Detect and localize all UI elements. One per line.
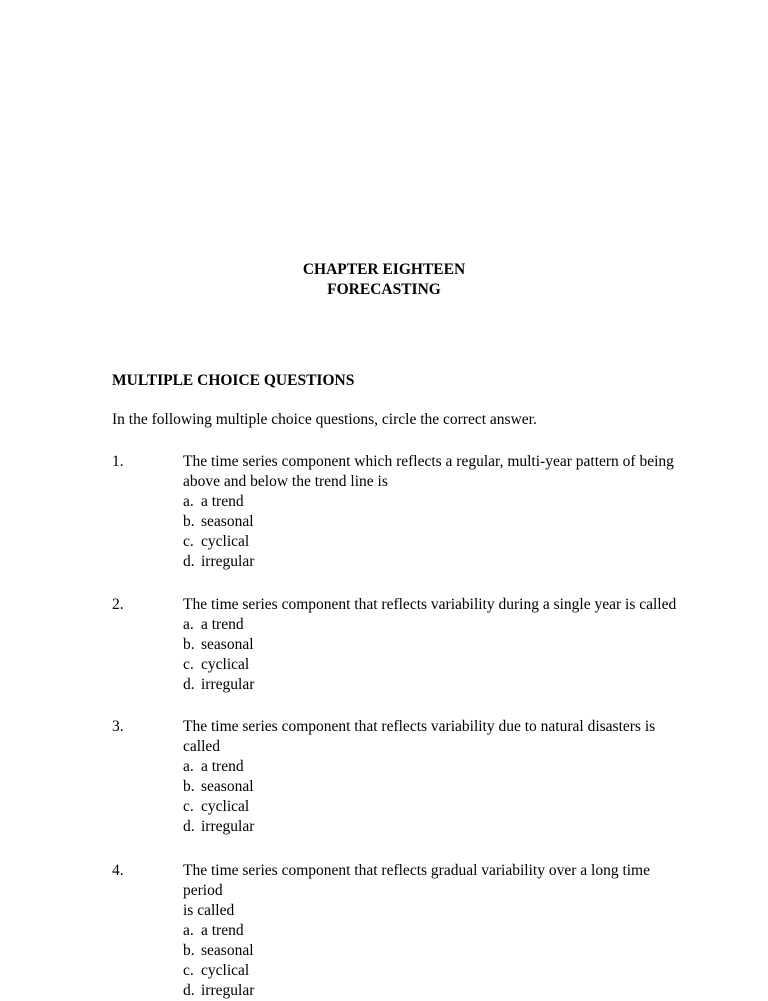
option-text: seasonal: [201, 636, 254, 653]
option-text: irregular: [201, 818, 255, 835]
question-number: 2.: [112, 596, 124, 613]
question-stem-line: The time series component that reflects variability due to natural disasters is: [183, 718, 656, 735]
option-letter: a.: [183, 493, 194, 510]
option-letter: c.: [183, 798, 194, 815]
option-letter: a.: [183, 758, 194, 775]
option-text: irregular: [201, 982, 255, 999]
section-heading: MULTIPLE CHOICE QUESTIONS: [112, 372, 355, 389]
option-text: seasonal: [201, 942, 254, 959]
option-text: seasonal: [201, 513, 254, 530]
option-letter: c.: [183, 533, 194, 550]
question-stem-line: The time series component that reflects gradual variability over a long time period: [183, 862, 650, 899]
instructions-text: In the following multiple choice questions, circle the correct answer.: [112, 411, 537, 428]
chapter-subtitle: FORECASTING: [327, 281, 441, 298]
question-number: 3.: [112, 718, 124, 735]
option-letter: d.: [183, 982, 195, 999]
option-letter: d.: [183, 818, 195, 835]
option-text: a trend: [201, 493, 244, 510]
question-number: 1.: [112, 453, 124, 470]
question-number: 4.: [112, 862, 124, 879]
option-text: cyclical: [201, 656, 250, 673]
question-stem-line: The time series component which reflects a regular, multi-year pattern of being: [183, 453, 674, 470]
option-letter: d.: [183, 553, 195, 570]
question-stem-line: above and below the trend line is: [183, 473, 388, 490]
question-stem-line: The time series component that reflects variability during a single year is called: [183, 596, 677, 613]
question-stem-line: is called: [183, 902, 235, 919]
option-letter: c.: [183, 962, 194, 979]
option-letter: b.: [183, 942, 195, 959]
option-text: a trend: [201, 922, 244, 939]
option-letter: d.: [183, 676, 195, 693]
option-text: cyclical: [201, 962, 250, 979]
option-letter: b.: [183, 778, 195, 795]
option-text: seasonal: [201, 778, 254, 795]
option-letter: c.: [183, 656, 194, 673]
option-letter: b.: [183, 513, 195, 530]
option-text: cyclical: [201, 533, 250, 550]
option-text: a trend: [201, 616, 244, 633]
option-letter: a.: [183, 616, 194, 633]
option-letter: b.: [183, 636, 195, 653]
question-stem-line: called: [183, 738, 221, 755]
option-text: a trend: [201, 758, 244, 775]
chapter-title: CHAPTER EIGHTEEN: [302, 261, 466, 278]
option-text: irregular: [201, 553, 255, 570]
option-letter: a.: [183, 922, 194, 939]
option-text: irregular: [201, 676, 255, 693]
option-text: cyclical: [201, 798, 250, 815]
